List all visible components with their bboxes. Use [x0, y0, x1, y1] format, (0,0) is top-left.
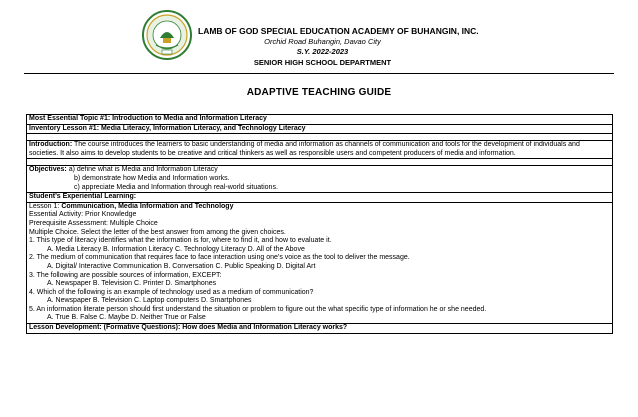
answer-choices-5: A. True B. False C. Maybe D. Neither True or False — [47, 314, 206, 322]
inventory-row: Inventory Lesson #1: Media Literacy, Information Literacy, and Technology Literacy — [27, 124, 613, 134]
answer-choices-3: A. Newspaper B. Television C. Printer D. Smartphones — [47, 280, 217, 288]
school-seal-icon — [142, 10, 192, 60]
answer-choices-1: A. Media Literacy B. Information Literacy C. Technology Literacy D. All of the Above — [47, 245, 305, 253]
objectives-label: Objectives: — [29, 166, 67, 174]
introduction-text: The course introduces the learners to basic understanding of media and information as channels of communication and tools for the development of individuals and societies. It also aims to develop students to be creative and critical thinkers as well as responsible users and competent producers of media and information. — [29, 141, 580, 157]
spacer-row — [27, 134, 613, 141]
lesson-title: Communication, Media Information and Technology — [61, 202, 234, 210]
question-5: 5. An information literate person should first understand the situation or problem to figure out the what specific type of information he or she needed. — [29, 305, 487, 313]
school-header — [190, 26, 479, 68]
question-3: 3. The following are possible sources of information, EXCEPT: — [29, 271, 222, 279]
header-divider — [24, 73, 614, 74]
objective-b: b) demonstrate how Media and Information works. — [74, 174, 230, 182]
question-1: 1. This type of literacy identifies what the information is for, where to find it, and how to evaluate it. — [29, 237, 332, 245]
topic-row: Most Essential Topic #1: Introduction to Media and Information Literacy — [27, 115, 613, 125]
answer-choices-2: A. Digital/ Interactive Communication B. Conversation C. Public Speaking D. Digital Art — [47, 262, 316, 270]
lesson-development-row: Lesson Development: (Formative Questions): How does Media and Information Literacy works? — [27, 324, 613, 334]
question-4: 4. Which of the following is an example of technology used as a medium of communication? — [29, 288, 314, 296]
experiential-content — [27, 202, 613, 323]
objectives-row — [27, 166, 613, 193]
school-year: S.Y. 2022-2023 — [296, 47, 349, 56]
prerequisite-assessment: Prerequisite Assessment: Multiple Choice — [29, 219, 158, 227]
objective-c: c) appreciate Media and Information through real-world situations. — [74, 183, 278, 191]
experiential-heading: Student’s Experiential Learning: — [27, 193, 613, 203]
school-name: LAMB OF GOD SPECIAL EDUCATION ACADEMY OF BUHANGIN, INC. — [198, 26, 479, 36]
introduction-label: Introduction: — [29, 141, 73, 149]
question-2: 2. The medium of communication that requires face to face interaction using one’s voice as the tool to deliver the message. — [29, 254, 410, 262]
essential-activity: Essential Activity: Prior Knowledge — [29, 211, 137, 219]
department: SENIOR HIGH SCHOOL DEPARTMENT — [253, 57, 392, 67]
teaching-guide-table — [26, 114, 613, 334]
answer-choices-4: A. Newspaper B. Television C. Laptop computers D. Smartphones — [47, 297, 252, 305]
objective-a: a) define what is Media and Information Literacy — [66, 166, 218, 174]
lesson-prefix: Lesson 1: — [29, 202, 62, 210]
document-title: ADAPTIVE TEACHING GUIDE — [246, 87, 392, 98]
introduction-row — [27, 141, 613, 159]
school-address: Orchid Road Buhangin, Davao City — [264, 36, 381, 46]
instructions: Multiple Choice. Select the letter of the best answer from among the given choices. — [29, 228, 286, 236]
spacer-row — [27, 159, 613, 166]
